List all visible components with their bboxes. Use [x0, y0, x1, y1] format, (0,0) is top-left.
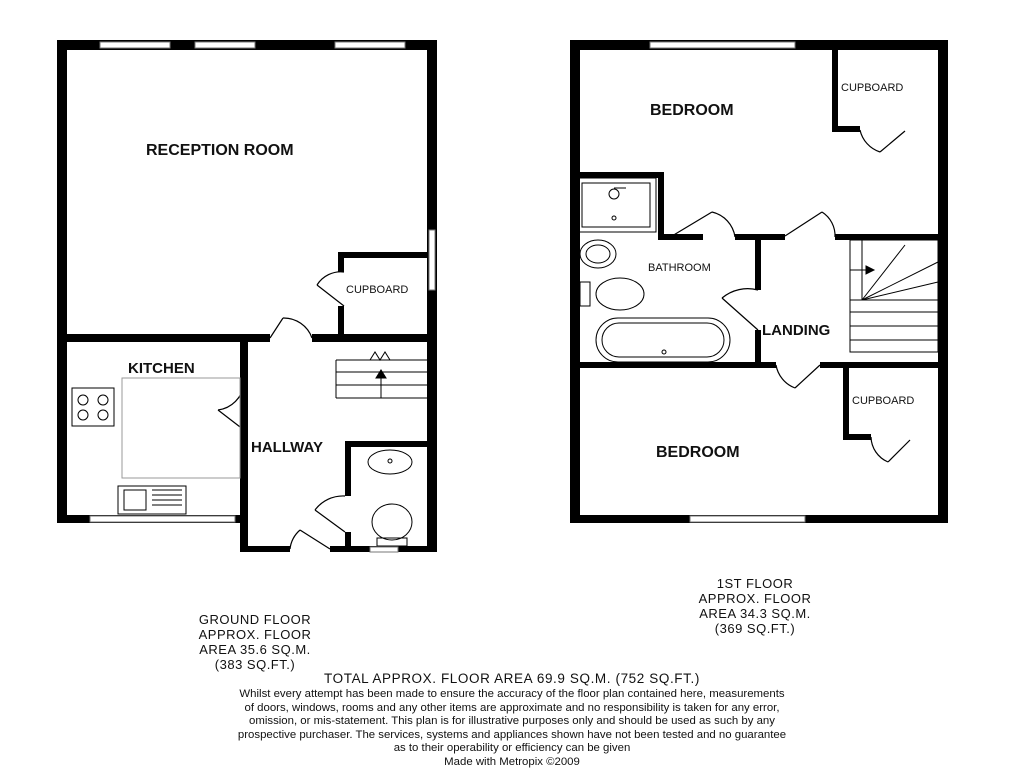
- first-floor-info-line: APPROX. FLOOR: [660, 591, 850, 606]
- first-floor-info-line: AREA 34.3 SQ.M.: [660, 606, 850, 621]
- ground-floor-doors: [218, 272, 345, 549]
- room-label-reception: RECEPTION ROOM: [146, 142, 294, 160]
- first-floor-info: [660, 576, 850, 636]
- ground-floor-info-line: GROUND FLOOR: [160, 612, 350, 627]
- first-floor-walls: [570, 40, 948, 523]
- disclaimer-line: of doors, windows, rooms and any other items are approximate and no responsibility is taken for any error,: [120, 702, 904, 716]
- room-label-bedroom-top: BEDROOM: [650, 102, 734, 120]
- room-label-bedroom-bottom: BEDROOM: [656, 444, 740, 462]
- first-floor-info-line: (369 SQ.FT.): [660, 621, 850, 636]
- disclaimer: [120, 688, 904, 769]
- ground-floor-info-line: (383 SQ.FT.): [160, 657, 350, 672]
- total-floor-area: TOTAL APPROX. FLOOR AREA 69.9 SQ.M. (752 SQ.FT.): [0, 671, 1024, 686]
- ground-floor-walls: [57, 40, 437, 552]
- room-label-cupboard-bottom: CUPBOARD: [852, 395, 914, 407]
- ground-floor-info: [160, 612, 350, 672]
- first-floor-info-line: 1ST FLOOR: [660, 576, 850, 591]
- room-label-landing: LANDING: [762, 322, 830, 339]
- room-label-kitchen: KITCHEN: [128, 360, 195, 377]
- room-label-bathroom: BATHROOM: [648, 262, 711, 274]
- disclaimer-line: Whilst every attempt has been made to ensure the accuracy of the floor plan contained here, measurements: [120, 688, 904, 702]
- room-label-cupboard-top: CUPBOARD: [841, 82, 903, 94]
- ground-floor-windows: [90, 42, 435, 552]
- ground-floor-info-line: APPROX. FLOOR: [160, 627, 350, 642]
- room-label-cupboard-ground: CUPBOARD: [346, 284, 408, 296]
- credit: Made with Metropix ©2009: [120, 756, 904, 769]
- first-floor-stairs: [850, 240, 938, 352]
- disclaimer-line: omission, or mis-statement. This plan is for illustrative purposes only and should be used as such by any: [120, 715, 904, 729]
- room-label-hallway: HALLWAY: [251, 439, 323, 456]
- disclaimer-line: as to their operability or efficiency can be given: [120, 742, 904, 756]
- ground-floor-stairs: [336, 352, 427, 398]
- ground-floor-info-line: AREA 35.6 SQ.M.: [160, 642, 350, 657]
- disclaimer-line: prospective purchaser. The services, systems and appliances shown have not been tested and no guarantee: [120, 729, 904, 743]
- first-floor-doors: [672, 130, 910, 462]
